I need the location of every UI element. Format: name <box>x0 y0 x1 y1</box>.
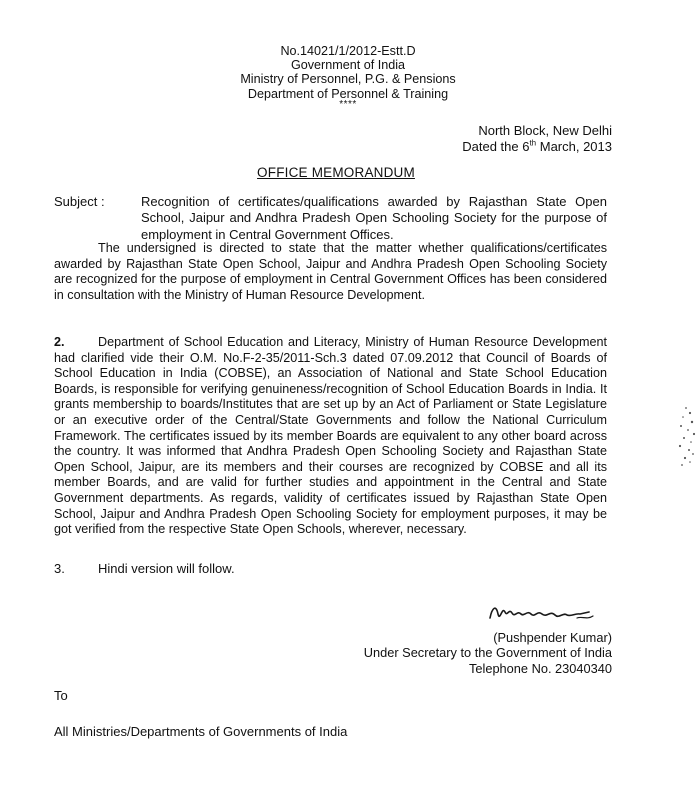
scan-noise-mark <box>672 404 700 468</box>
addressee: All Ministries/Departments of Governments of India <box>54 724 348 739</box>
paragraph-3 <box>54 561 235 576</box>
paragraph-2-text: Department of School Education and Literacy, Ministry of Human Resource Development had clarified vide their O.M. No.F-2-35/2011-Sch.3 dated 07.09.2012 that Council of Boards of School Education in India (COBSE), an Association of National and State School Education Boards, is responsible for verifying genuineness/recognition of School Education Boards in India. It grants membership to boards/Institutes that are set up by an Act of Parliament or State Legislature or an executive order of the Central/State Governments and follow the National Curriculum Framework. The certificates issued by its member Boards are equivalent to any other board across the country. It was informed that Andhra Pradesh Open Schooling Society and Rajasthan State Open School, Jaipur, are its members and their courses are recognized by COBSE and all its member Boards, and are valid for further studies and appointment in the Central and State Government departments. As regards, validity of certificates issued by Rajasthan State Open School, Jaipur and Andhra Pradesh Open Schooling Society for employment purposes, it may be got verified from the respective State Open Schools, wherever, necessary. <box>54 335 607 537</box>
letterhead <box>0 44 698 109</box>
paragraph-1: The undersigned is directed to state that the matter whether qualifications/certificates awarded by Rajasthan State Open School, Jaipur and Andhra Pradesh Open Schooling Society are recognized for the purpose of employment in Central Government Offices has been considered in consultation with the Ministry of Human Resource Development. <box>54 241 607 302</box>
signatory-block <box>364 630 612 676</box>
to-label: To <box>54 688 68 703</box>
signatory-designation: Under Secretary to the Government of India <box>363 645 612 661</box>
government-name: Government of India <box>290 58 406 73</box>
place: North Block, New Delhi <box>478 123 612 138</box>
memo-title: OFFICE MEMORANDUM <box>257 165 415 180</box>
paragraph-3-number: 3. <box>54 561 65 576</box>
department-name: Department of Personnel & Training <box>247 86 449 101</box>
place-and-date <box>462 123 612 155</box>
signature-icon <box>487 598 599 628</box>
paragraph-3-text: Hindi version will follow. <box>98 561 235 576</box>
date-ordinal: th <box>529 138 537 148</box>
signatory-telephone: Telephone No. 23040340 <box>468 660 612 676</box>
ministry-name: Ministry of Personnel, P.G. & Pensions <box>240 72 456 87</box>
header-stars: **** <box>339 98 357 110</box>
subject-text: Recognition of certificates/qualifications awarded by Rajasthan State Open School, Jaipur and Andhra Pradesh Open Schooling Society for the purpose of employment in Central Government Offices. <box>141 194 607 242</box>
paragraph-2-number: 2. <box>54 335 65 349</box>
date-prefix: Dated the 6 <box>462 139 530 154</box>
subject-label: Subject : <box>54 194 105 209</box>
file-number: No.14021/1/2012-Estt.D <box>280 44 416 58</box>
date-suffix: March, 2013 <box>536 139 612 154</box>
date <box>462 139 612 155</box>
paragraph-2 <box>54 335 607 538</box>
signatory-name: (Pushpender Kumar) <box>493 630 612 645</box>
